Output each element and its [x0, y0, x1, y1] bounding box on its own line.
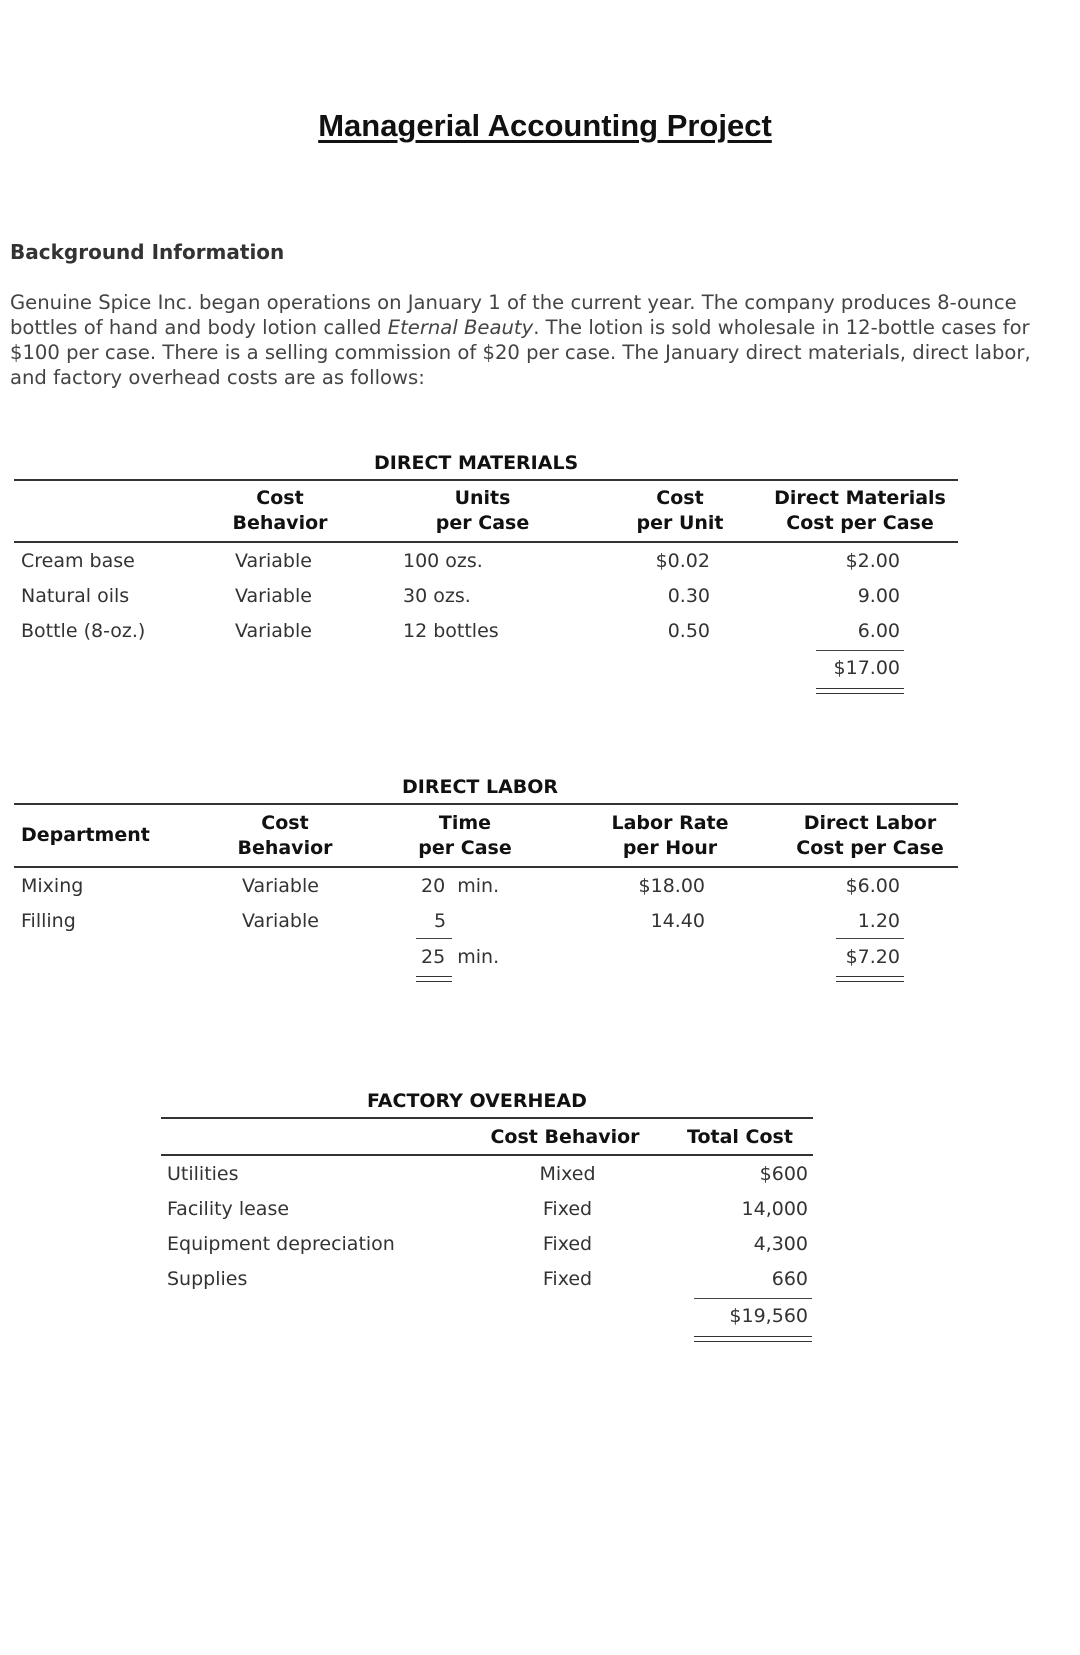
- dl-header-rate-line1: Labor Rate: [611, 812, 729, 834]
- dm-item: Bottle (8-oz.): [21, 620, 146, 642]
- fo-item: Equipment depreciation: [167, 1233, 395, 1255]
- dm-header-cost-per-case: [760, 486, 960, 536]
- dl-header-cost-per-case-line1: Direct Labor: [803, 812, 937, 834]
- dl-header-cost-per-case: [780, 811, 960, 861]
- dm-units: 30 ozs.: [403, 585, 471, 607]
- dl-header-rate: [590, 811, 750, 861]
- dl-total: $6.00: [845, 875, 900, 897]
- dm-cost: $0.02: [655, 550, 710, 572]
- dm-header-cost-behavior-line2: Behavior: [232, 512, 328, 534]
- fo-double-rule: [694, 1336, 812, 1342]
- dm-header-cost-behavior: [200, 486, 360, 536]
- dm-units: 100 ozs.: [403, 550, 483, 572]
- dm-behavior: Variable: [235, 550, 312, 572]
- product-name: Eternal Beauty: [387, 316, 534, 339]
- dl-header-cost-behavior: [205, 811, 365, 861]
- dm-item: Cream base: [21, 550, 135, 572]
- dm-header-cost-per-case-line2: Cost per Case: [786, 512, 934, 534]
- dm-units: 12 bottles: [403, 620, 499, 642]
- dm-grand-total: $17.00: [833, 657, 900, 679]
- dl-dept: Mixing: [21, 875, 84, 897]
- dl-time: 20 min.: [421, 875, 500, 897]
- dl-header-cost-behavior-line1: Cost: [261, 812, 309, 834]
- dm-header-rule: [14, 541, 958, 543]
- fo-cost: $600: [759, 1163, 808, 1185]
- dm-behavior: Variable: [235, 620, 312, 642]
- fo-subtotal-rule: [694, 1298, 812, 1299]
- fo-item: Facility lease: [167, 1198, 290, 1220]
- dl-header-rate-line2: per Hour: [622, 837, 718, 859]
- fo-item: Utilities: [167, 1163, 239, 1185]
- dl-header-department: Department: [21, 824, 150, 846]
- dl-total-time: 25 min.: [421, 946, 500, 968]
- fo-header-rule: [161, 1154, 813, 1156]
- fo-header-cost-behavior: Cost Behavior: [490, 1126, 640, 1148]
- dm-header-cost-per-unit-line1: Cost: [656, 487, 704, 509]
- dm-header-cost-per-case-line1: Direct Materials: [774, 487, 946, 509]
- background-text-part1: Genuine Spice Inc. began operations on January 1 of the current year. The company produces 8-ounce bottles of hand and body lotion called: [10, 291, 1017, 339]
- page-title: Managerial Accounting Project: [318, 108, 772, 143]
- dm-cost: 0.50: [667, 620, 710, 642]
- dm-double-rule: [816, 688, 904, 694]
- fo-cost: 4,300: [753, 1233, 808, 1255]
- background-heading: Background Information: [10, 240, 285, 264]
- dm-header-cost-behavior-line1: Cost: [256, 487, 304, 509]
- dm-item: Natural oils: [21, 585, 130, 607]
- fo-grand-total: $19,560: [729, 1305, 808, 1327]
- dm-cost: 0.30: [667, 585, 710, 607]
- dl-cost-subtotal-rule: [836, 938, 904, 939]
- fo-behavior: Fixed: [542, 1233, 593, 1255]
- dm-subtotal-rule: [816, 650, 904, 651]
- background-text-part2: . The lotion is sold wholesale in 12-bottle cases for $100 per case. There is a selling commission of $20 per case. The January direct materials, direct labor, and factory overhead costs are as follows:: [10, 316, 1031, 389]
- dm-total: 6.00: [857, 620, 900, 642]
- dm-total: $2.00: [845, 550, 900, 572]
- dl-behavior: Variable: [242, 875, 319, 897]
- dl-header-cost-behavior-line2: Behavior: [237, 837, 333, 859]
- dl-dept: Filling: [21, 910, 76, 932]
- background-paragraph: [10, 290, 1072, 390]
- dl-header-time: [395, 811, 535, 861]
- dl-grand-total: $7.20: [845, 946, 900, 968]
- fo-item: Supplies: [167, 1268, 248, 1290]
- fo-top-rule: [161, 1117, 813, 1119]
- dm-header-units: [400, 486, 565, 536]
- dm-header-units-line1: Units: [454, 487, 511, 509]
- direct-materials-title: DIRECT MATERIALS: [374, 452, 579, 474]
- dl-time-double-rule: [416, 976, 452, 982]
- dl-behavior: Variable: [242, 910, 319, 932]
- dm-behavior: Variable: [235, 585, 312, 607]
- dl-header-rule: [14, 866, 958, 868]
- dm-total: 9.00: [857, 585, 900, 607]
- fo-behavior: Fixed: [542, 1198, 593, 1220]
- fo-cost: 14,000: [741, 1198, 808, 1220]
- dl-time-subtotal-rule: [416, 938, 452, 939]
- dl-cost-double-rule: [836, 976, 904, 982]
- factory-overhead-title: FACTORY OVERHEAD: [367, 1090, 587, 1112]
- direct-labor-title: DIRECT LABOR: [402, 776, 559, 798]
- dm-header-units-line2: per Case: [435, 512, 530, 534]
- dm-header-cost-per-unit: [620, 486, 740, 536]
- dl-rate: $18.00: [638, 875, 705, 897]
- fo-cost: 660: [771, 1268, 808, 1290]
- fo-behavior: Fixed: [542, 1268, 593, 1290]
- dl-time: 5: [434, 910, 447, 932]
- dl-header-cost-per-case-line2: Cost per Case: [796, 837, 944, 859]
- fo-behavior: Mixed: [539, 1163, 596, 1185]
- fo-header-total-cost: Total Cost: [687, 1126, 793, 1148]
- dl-header-time-line2: per Case: [418, 837, 512, 859]
- dm-header-cost-per-unit-line2: per Unit: [636, 512, 724, 534]
- dm-top-rule: [14, 479, 958, 481]
- dl-total: 1.20: [857, 910, 900, 932]
- dl-top-rule: [14, 803, 958, 805]
- dl-header-time-line1: Time: [438, 812, 492, 834]
- dl-rate: 14.40: [650, 910, 705, 932]
